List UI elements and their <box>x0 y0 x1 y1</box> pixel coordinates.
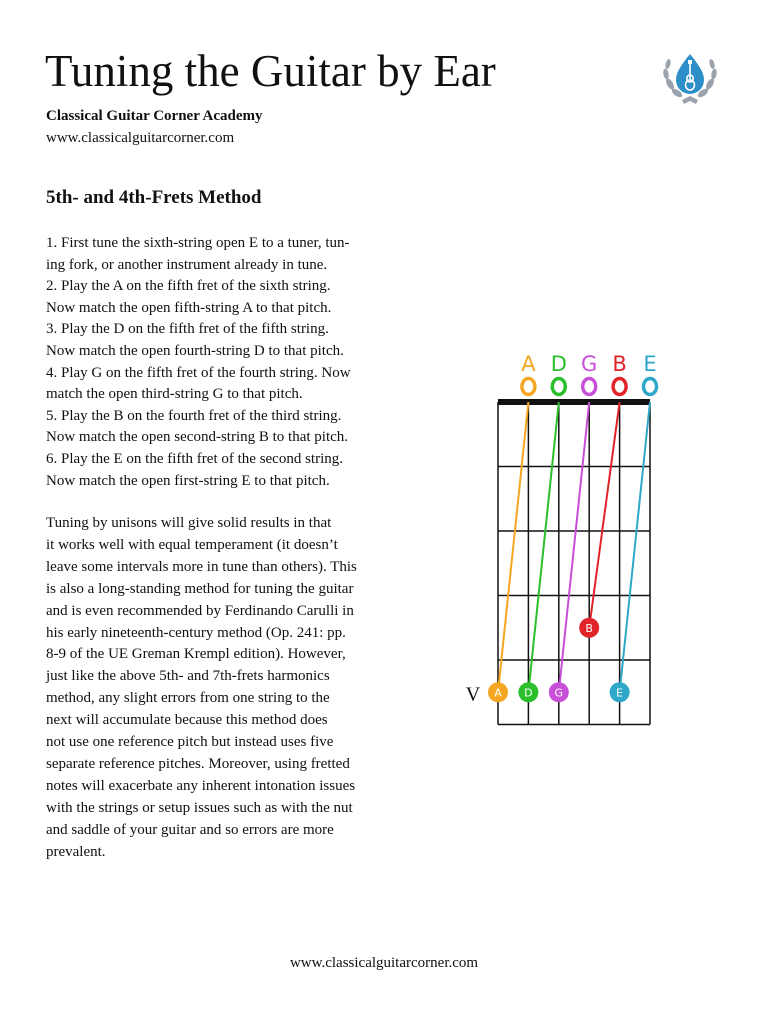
fretboard-diagram <box>450 340 680 740</box>
steps-line: Now match the open second-string B to that pitch. <box>46 429 349 446</box>
open-string-note-label: A <box>521 352 536 376</box>
fretted-note-label: B <box>585 621 593 635</box>
open-string-note-label: B <box>612 352 627 376</box>
steps-line: 1. First tune the sixth-string open E to a tuner, tun- <box>46 235 350 251</box>
paragraph-line: not use one reference pitch but instead uses five <box>46 734 334 751</box>
steps-line: Now match the open fourth-string D to that pitch. <box>46 342 344 359</box>
open-string-marker <box>583 379 596 395</box>
paragraph-line: and saddle of your guitar and so errors are more <box>46 821 334 838</box>
academy-name: Classical Guitar Corner Academy <box>46 108 263 124</box>
body-paragraph <box>46 513 416 864</box>
open-string-marker <box>644 379 657 395</box>
open-string-marker <box>613 379 626 395</box>
unison-connector-line <box>528 402 558 692</box>
steps-line: Now match the open first-string E to that pitch. <box>46 472 330 489</box>
page-title: Tuning the Guitar by Ear <box>45 46 496 96</box>
unison-connector-line <box>620 402 650 692</box>
fretted-note-label: A <box>494 686 502 700</box>
steps-list <box>46 233 416 492</box>
academy-logo-icon <box>660 48 720 106</box>
unison-connector-line <box>559 402 589 692</box>
steps-line: match the open third-string G to that pitch. <box>46 386 303 403</box>
open-string-note-label: G <box>581 352 598 376</box>
position-label: V <box>465 683 481 706</box>
open-string-marker <box>522 379 535 395</box>
paragraph-line: it works well with equal temperament (it doesn’t <box>46 536 338 553</box>
paragraph-line: just like the above 5th- and 7th-frets harmonics <box>46 668 330 685</box>
paragraph-line: is also a long-standing method for tuning the guitar <box>46 580 354 597</box>
fretted-note-label: D <box>524 686 533 700</box>
steps-line: 5. Play the B on the fourth fret of the third string. <box>46 407 342 424</box>
paragraph-line: his early nineteenth-century method (Op. 241: pp. <box>46 624 346 641</box>
paragraph-line: separate reference pitches. Moreover, using fretted <box>46 755 350 772</box>
open-string-note-label: E <box>643 352 657 376</box>
open-string-marker <box>552 379 565 395</box>
steps-line: 2. Play the A on the fifth fret of the sixth string. <box>46 278 331 295</box>
paragraph-line: Tuning by unisons will give solid results in that <box>46 515 332 531</box>
fretted-note-label: E <box>616 686 624 700</box>
paragraph-line: method, any slight errors from one string to the <box>46 690 330 707</box>
paragraph-line: leave some intervals more in tune than others). This <box>46 558 357 575</box>
unison-connector-line <box>589 402 619 628</box>
paragraph-line: with the strings or setup issues such as with the nut <box>46 799 353 816</box>
steps-line: 3. Play the D on the fifth fret of the fifth string. <box>46 321 329 338</box>
website-url[interactable]: www.classicalguitarcorner.com <box>46 130 235 146</box>
steps-line: 6. Play the E on the fifth fret of the second string. <box>46 450 344 467</box>
open-string-note-label: D <box>550 352 567 376</box>
steps-line: ing fork, or another instrument already in tune. <box>46 256 328 273</box>
section-heading: 5th- and 4th-Frets Method <box>46 187 262 208</box>
footer-url[interactable]: www.classicalguitarcorner.com <box>289 955 479 971</box>
paragraph-line: next will accumulate because this method does <box>46 712 328 729</box>
paragraph-line: notes will exacerbate any inherent intonation issues <box>46 777 356 794</box>
paragraph-line: prevalent. <box>46 843 106 860</box>
paragraph-line: 8-9 of the UE Greman Krempl edition). However, <box>46 646 346 663</box>
steps-line: 4. Play G on the fifth fret of the fourth string. Now <box>46 364 351 381</box>
unison-connector-line <box>498 402 528 692</box>
paragraph-line: and is even recommended by Ferdinando Carulli in <box>46 602 354 619</box>
steps-line: Now match the open fifth-string A to that pitch. <box>46 299 332 316</box>
fretted-note-label: G <box>554 686 564 700</box>
